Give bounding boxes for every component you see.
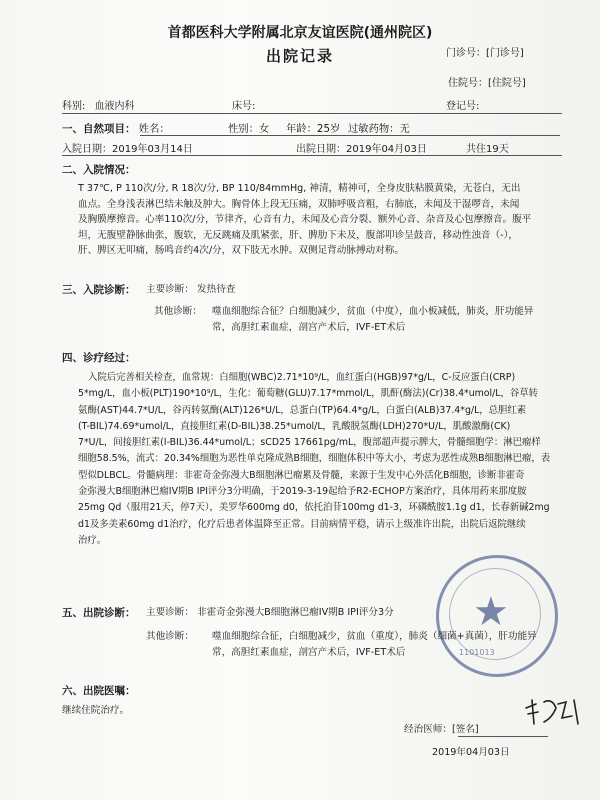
- length-of-stay: 共住19天: [466, 144, 509, 155]
- admission-condition-text: [78, 181, 578, 259]
- sex-field: 性别：女: [228, 123, 270, 135]
- text-line: 氨酶(AST)44.7*U/L，谷丙转氨酶(ALT)126*U/L，总蛋白(TP)64.4*g/L，白蛋白(ALB)37.4*g/L，总胆红素: [78, 404, 527, 416]
- main-diagnosis-value: 非霍奇金弥漫大B细胞淋巴瘤IV期B IPI评分3分: [197, 607, 394, 618]
- department: [62, 97, 135, 112]
- star-icon: ★: [473, 589, 509, 635]
- outpatient-number: [446, 44, 524, 59]
- department-value: 血液内科: [94, 101, 135, 112]
- text-line: 细胞58.5%，流式：20.34%细胞为恶性单克隆成熟B细胞，细胞体积中等大小，考虑为恶性成熟B细胞淋巴瘤，表: [78, 453, 551, 465]
- text-line: 及胸膜摩擦音。心率110次/分，节律齐，心音有力，未闻及心音分裂、额外心音、杂音及心包摩擦音。腹平: [78, 214, 532, 226]
- text-line: 金弥漫大B细胞淋巴瘤IV期B IPI评分3分明确，于2019-3-19起给予R2-ECHOP方案治疗，具体用药来那度胺: [78, 486, 527, 498]
- main-diagnosis-value: 发热待查: [197, 284, 236, 295]
- allergy-field: 过敏药物：无: [348, 123, 410, 135]
- doctor-signature-value: [签名]: [451, 724, 479, 735]
- section-2-heading: 二、入院情况：: [62, 164, 136, 176]
- text-line: 5*mg/L，血小板(PLT)190*10⁹/L，生化：葡萄糖(GLU)7.17*mmol/L，肌酐(酶法)(Cr)38.4*umol/L，谷草转: [78, 388, 539, 400]
- admission-main-diagnosis: [146, 282, 235, 297]
- admission-other-diagnosis: [212, 304, 582, 335]
- inpatient-label: 住院号：: [448, 78, 488, 89]
- header-divider: [62, 113, 562, 114]
- footer-date: 2019年04月03日: [432, 747, 510, 758]
- main-diagnosis-label: 主要诊断：: [146, 607, 194, 618]
- dates-divider: [62, 155, 562, 156]
- signature-underline: [458, 736, 548, 737]
- text-line: 25mg Qd（服用21天，停7天），美罗华600mg d0，依托泊苷100mg d1-3，环磷酰胺1.1g d1，长春新碱2mg: [78, 502, 550, 514]
- doctor-label: 经治医师：: [404, 724, 452, 735]
- seal-number: 1101013: [459, 648, 495, 657]
- admission-date: 入院日期：2019年03月14日: [62, 144, 193, 155]
- text-line: 血点。全身浅表淋巴结未触及肿大。胸骨体上段无压痛，双肺呼吸音粗，右肺底，未闻及干湿啰音，未闻: [78, 198, 520, 210]
- outpatient-value: [门诊号]: [486, 48, 524, 59]
- text-line: 入院后完善相关检查，血常规：白细胞(WBC)2.71*10⁹/L，血红蛋白(HGB)97*g/L，C-反应蛋白(CRP): [88, 372, 516, 383]
- section-basic-info: [62, 120, 170, 136]
- section-5-heading: 五、出院诊断：: [62, 607, 136, 619]
- hospital-name: 首都医科大学附属北京友谊医院(通州院区): [167, 25, 433, 41]
- discharge-date: 出院日期：2019年04月03日: [296, 144, 427, 155]
- text-line: 坦，无腹壁静脉曲张，腹软，无反跳痛及肌紧张，肝、脾肋下未及，腹部叩诊呈鼓音，移动性浊音（-），: [78, 229, 518, 241]
- outpatient-label: 门诊号：: [446, 48, 486, 59]
- section-4-heading: 四、诊疗经过：: [62, 352, 136, 364]
- bed-label: 床号:: [232, 101, 256, 112]
- treatment-course-text: [78, 370, 578, 549]
- hospital-seal: [436, 555, 558, 677]
- text-line: 噬血细胞综合征，白细胞减少，贫血（重度），肺炎（细菌+真菌），肝功能异: [212, 631, 537, 642]
- text-line: 肝、脾区无叩痛，肠鸣音约4次/分，双下肢无水肿。双侧足背动脉搏动对称。: [78, 245, 404, 257]
- inpatient-number: [448, 74, 526, 89]
- inpatient-value: [住院号]: [488, 78, 526, 89]
- text-line: T 37℃, P 110次/分, R 18次/分, BP 110/84mmHg, 神清，精神可，全身皮肤粘膜黄染，无苍白，无出: [78, 183, 521, 194]
- section-1-heading: 一、自然项目：: [62, 123, 136, 135]
- text-line: 治疗。: [78, 534, 107, 546]
- registration-label: 登记号:: [446, 101, 480, 112]
- discharge-main-diagnosis: [146, 605, 394, 620]
- text-line: 常，高胆红素血症，剖宫产术后，IVF-ET术后: [212, 321, 406, 333]
- name-label: 姓名：: [138, 123, 170, 135]
- text-line: (T-BIL)74.69*umol/L，直接胆红素(D-BIL)38.25*umol/L，乳酸脱氢酶(LDH)270*U/L，肌酸激酶(CK): [78, 420, 511, 432]
- admission-other-diagnosis-label: 其他诊断：: [154, 306, 202, 317]
- text-line: 7*U/L，间接胆红素(I-BIL)36.44*umol/L；sCD25 17661pg/mL，腹部超声提示脾大，骨髓细胞学：淋巴瘤样: [78, 437, 541, 449]
- age-field: 年龄：25岁: [286, 123, 341, 135]
- discharge-order: 继续住院治疗。: [62, 705, 130, 716]
- handwritten-signature: [522, 694, 582, 728]
- discharge-other-diagnosis-label: 其他诊断：: [146, 631, 194, 642]
- department-label: 科别:: [62, 101, 86, 112]
- name-underline: [140, 135, 560, 136]
- text-line: 噬血细胞综合征？白细胞减少，贫血（中度），血小板减低，肺炎，肝功能异: [212, 306, 534, 317]
- section-6-heading: 六、出院医嘱：: [62, 685, 136, 697]
- text-line: d1及多美素60mg d1治疗，化疗后患者体温降至正常。目前病情平稳，请示上级准许出院，出院后返院继续: [78, 518, 526, 530]
- text-line: 常，高胆红素血症，剖宫产术后，IVF-ET术后: [212, 646, 406, 658]
- document-title: 出院记录: [265, 47, 334, 65]
- text-line: 型似DLBCL。骨髓病理：非霍奇金弥漫大B细胞淋巴瘤累及骨髓，来源于生发中心外活化B细胞，诊断非霍奇: [78, 469, 525, 481]
- main-diagnosis-label: 主要诊断：: [146, 284, 194, 295]
- attending-doctor: [404, 722, 479, 737]
- section-3-heading: 三、入院诊断：: [62, 284, 136, 296]
